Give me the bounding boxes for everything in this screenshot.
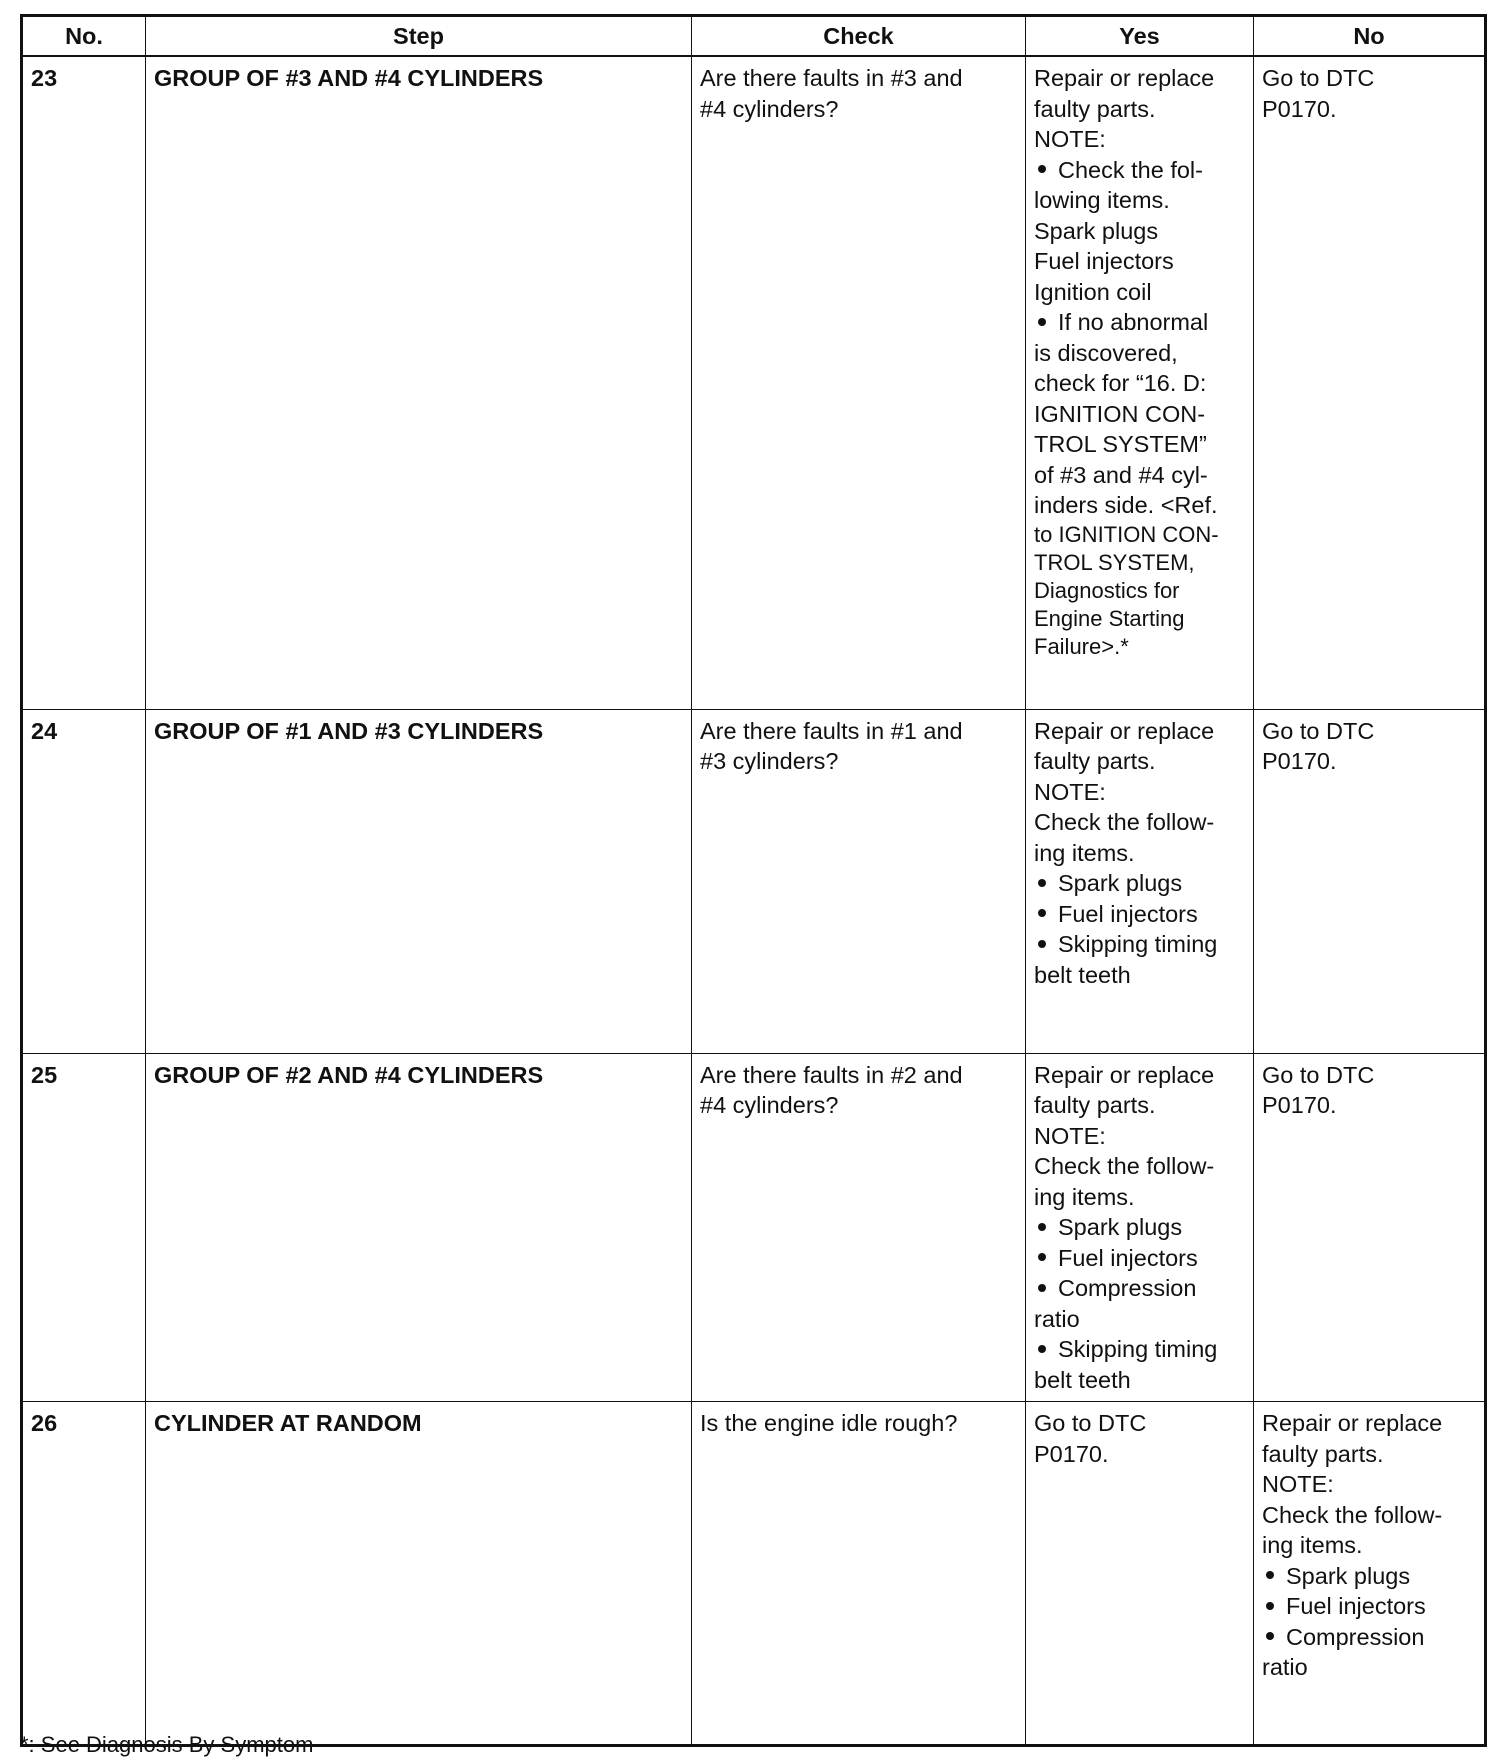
cell-line: faulty parts. bbox=[1034, 748, 1156, 774]
header-yes: Yes bbox=[1026, 16, 1254, 57]
header-no: No. bbox=[22, 16, 146, 57]
cell-line: NOTE: bbox=[1034, 778, 1106, 805]
bullet-dot-icon bbox=[1266, 1571, 1274, 1579]
bullet-dot-icon bbox=[1038, 165, 1046, 173]
bullet-dot-icon bbox=[1038, 1284, 1046, 1292]
cell-line: Fuel injectors bbox=[1034, 248, 1174, 274]
table-row bbox=[22, 1402, 1486, 1746]
cell-line: ratio bbox=[1262, 1654, 1308, 1680]
row-no-action bbox=[1254, 1402, 1486, 1746]
bullet-item: If no abnormal bbox=[1034, 307, 1245, 338]
cell-line: P0170. bbox=[1262, 1092, 1337, 1118]
cell-line: P0170. bbox=[1034, 1440, 1109, 1467]
page bbox=[20, 14, 1484, 1747]
cell-line: faulty parts. bbox=[1034, 1092, 1156, 1118]
cell-line: Are there faults in #3 and bbox=[700, 65, 963, 91]
row-step: GROUP OF #2 AND #4 CYLINDERS bbox=[146, 1053, 692, 1402]
row-number: 24 bbox=[22, 709, 146, 1053]
cell-line: #4 cylinders? bbox=[700, 1092, 839, 1118]
bullet-dot-icon bbox=[1038, 1223, 1046, 1231]
cell-line: Check the follow- bbox=[1034, 809, 1215, 835]
cell-line: faulty parts. bbox=[1262, 1440, 1384, 1467]
cell-line: Spark plugs bbox=[1034, 217, 1159, 244]
bullet-dot-icon bbox=[1266, 1632, 1274, 1640]
cell-line: Repair or replace bbox=[1034, 717, 1215, 744]
row-no-action bbox=[1254, 56, 1486, 709]
cell-line: Failure>.* bbox=[1034, 633, 1129, 659]
cell-line: NOTE: bbox=[1034, 1122, 1106, 1149]
row-check bbox=[692, 1402, 1026, 1746]
cell-line: Repair or replace bbox=[1034, 65, 1215, 91]
cell-line: P0170. bbox=[1262, 748, 1337, 774]
row-step: CYLINDER AT RANDOM bbox=[146, 1402, 692, 1746]
bullet-dot-icon bbox=[1038, 940, 1046, 948]
cell-line: TROL SYSTEM, bbox=[1034, 549, 1195, 575]
cell-line: Engine Starting bbox=[1034, 605, 1185, 631]
row-yes bbox=[1026, 56, 1254, 709]
cell-line: Repair or replace bbox=[1034, 1061, 1215, 1088]
diagnostic-table bbox=[20, 14, 1487, 1747]
cell-line: NOTE: bbox=[1034, 126, 1106, 152]
row-yes bbox=[1026, 709, 1254, 1053]
cell-line: NOTE: bbox=[1262, 1471, 1334, 1497]
bullet-item: Spark plugs bbox=[1034, 1212, 1245, 1243]
bullet-item: Skipping timing bbox=[1034, 929, 1245, 960]
cell-line: to IGNITION CON- bbox=[1034, 521, 1219, 547]
cell-line: ing items. bbox=[1034, 839, 1135, 866]
cell-line: Check the follow- bbox=[1262, 1501, 1443, 1528]
row-check bbox=[692, 1053, 1026, 1402]
bullet-dot-icon bbox=[1038, 879, 1046, 887]
bullet-item: Compression bbox=[1262, 1622, 1476, 1653]
cell-line: Is the engine idle rough? bbox=[700, 1410, 958, 1436]
cell-line: TROL SYSTEM” bbox=[1034, 431, 1207, 457]
cell-line: inders side. <Ref. bbox=[1034, 492, 1218, 518]
cell-line: Go to DTC bbox=[1262, 717, 1375, 744]
cell-line: Go to DTC bbox=[1034, 1410, 1147, 1436]
cell-line: Go to DTC bbox=[1262, 1061, 1375, 1088]
bullet-dot-icon bbox=[1038, 909, 1046, 917]
row-check bbox=[692, 709, 1026, 1053]
cell-line: belt teeth bbox=[1034, 961, 1131, 988]
cell-line: ing items. bbox=[1262, 1532, 1363, 1558]
cell-line: belt teeth bbox=[1034, 1366, 1131, 1393]
bullet-item: Spark plugs bbox=[1262, 1561, 1476, 1592]
row-step: GROUP OF #1 AND #3 CYLINDERS bbox=[146, 709, 692, 1053]
row-number: 25 bbox=[22, 1053, 146, 1402]
cell-line: Check the follow- bbox=[1034, 1153, 1215, 1179]
row-number: 26 bbox=[22, 1402, 146, 1746]
cell-line: P0170. bbox=[1262, 95, 1337, 122]
cell-line: #4 cylinders? bbox=[700, 95, 839, 122]
cell-line: Ignition coil bbox=[1034, 278, 1152, 305]
row-number: 23 bbox=[22, 56, 146, 709]
cell-line: #3 cylinders? bbox=[700, 748, 839, 774]
bullet-item: Skipping timing bbox=[1034, 1334, 1245, 1365]
row-no-action bbox=[1254, 709, 1486, 1053]
cell-line: IGNITION CON- bbox=[1034, 400, 1206, 427]
footnote: *: See Diagnosis By Symptom bbox=[20, 1732, 314, 1757]
bullet-item: Compression bbox=[1034, 1273, 1245, 1304]
header-step: Step bbox=[146, 16, 692, 57]
table-row bbox=[22, 709, 1486, 1053]
bullet-item: Fuel injectors bbox=[1034, 1243, 1245, 1274]
row-step: GROUP OF #3 AND #4 CYLINDERS bbox=[146, 56, 692, 709]
header-no-action: No bbox=[1254, 16, 1486, 57]
bullet-item: Fuel injectors bbox=[1034, 899, 1245, 930]
table-row bbox=[22, 56, 1486, 709]
cell-line: Diagnostics for bbox=[1034, 577, 1180, 603]
cell-line: Repair or replace bbox=[1262, 1410, 1443, 1436]
cell-line: Are there faults in #2 and bbox=[700, 1061, 963, 1088]
header-check: Check bbox=[692, 16, 1026, 57]
table-row bbox=[22, 1053, 1486, 1402]
table-header-row bbox=[22, 16, 1486, 57]
bullet-dot-icon bbox=[1038, 1345, 1046, 1353]
bullet-dot-icon bbox=[1266, 1602, 1274, 1610]
cell-line: Go to DTC bbox=[1262, 65, 1375, 91]
bullet-item: Check the fol- bbox=[1034, 155, 1245, 186]
cell-line: ratio bbox=[1034, 1305, 1080, 1332]
cell-line: Are there faults in #1 and bbox=[700, 717, 963, 744]
bullet-item: Fuel injectors bbox=[1262, 1591, 1476, 1622]
bullet-item: Spark plugs bbox=[1034, 868, 1245, 899]
cell-line: check for “16. D: bbox=[1034, 370, 1207, 396]
bullet-dot-icon bbox=[1038, 1253, 1046, 1261]
bullet-dot-icon bbox=[1038, 318, 1046, 326]
row-yes bbox=[1026, 1053, 1254, 1402]
cell-line: of #3 and #4 cyl- bbox=[1034, 461, 1208, 488]
row-check bbox=[692, 56, 1026, 709]
cell-line: faulty parts. bbox=[1034, 95, 1156, 122]
row-no-action bbox=[1254, 1053, 1486, 1402]
cell-line: lowing items. bbox=[1034, 187, 1170, 213]
row-yes bbox=[1026, 1402, 1254, 1746]
cell-line: is discovered, bbox=[1034, 339, 1178, 366]
cell-line: ing items. bbox=[1034, 1183, 1135, 1210]
